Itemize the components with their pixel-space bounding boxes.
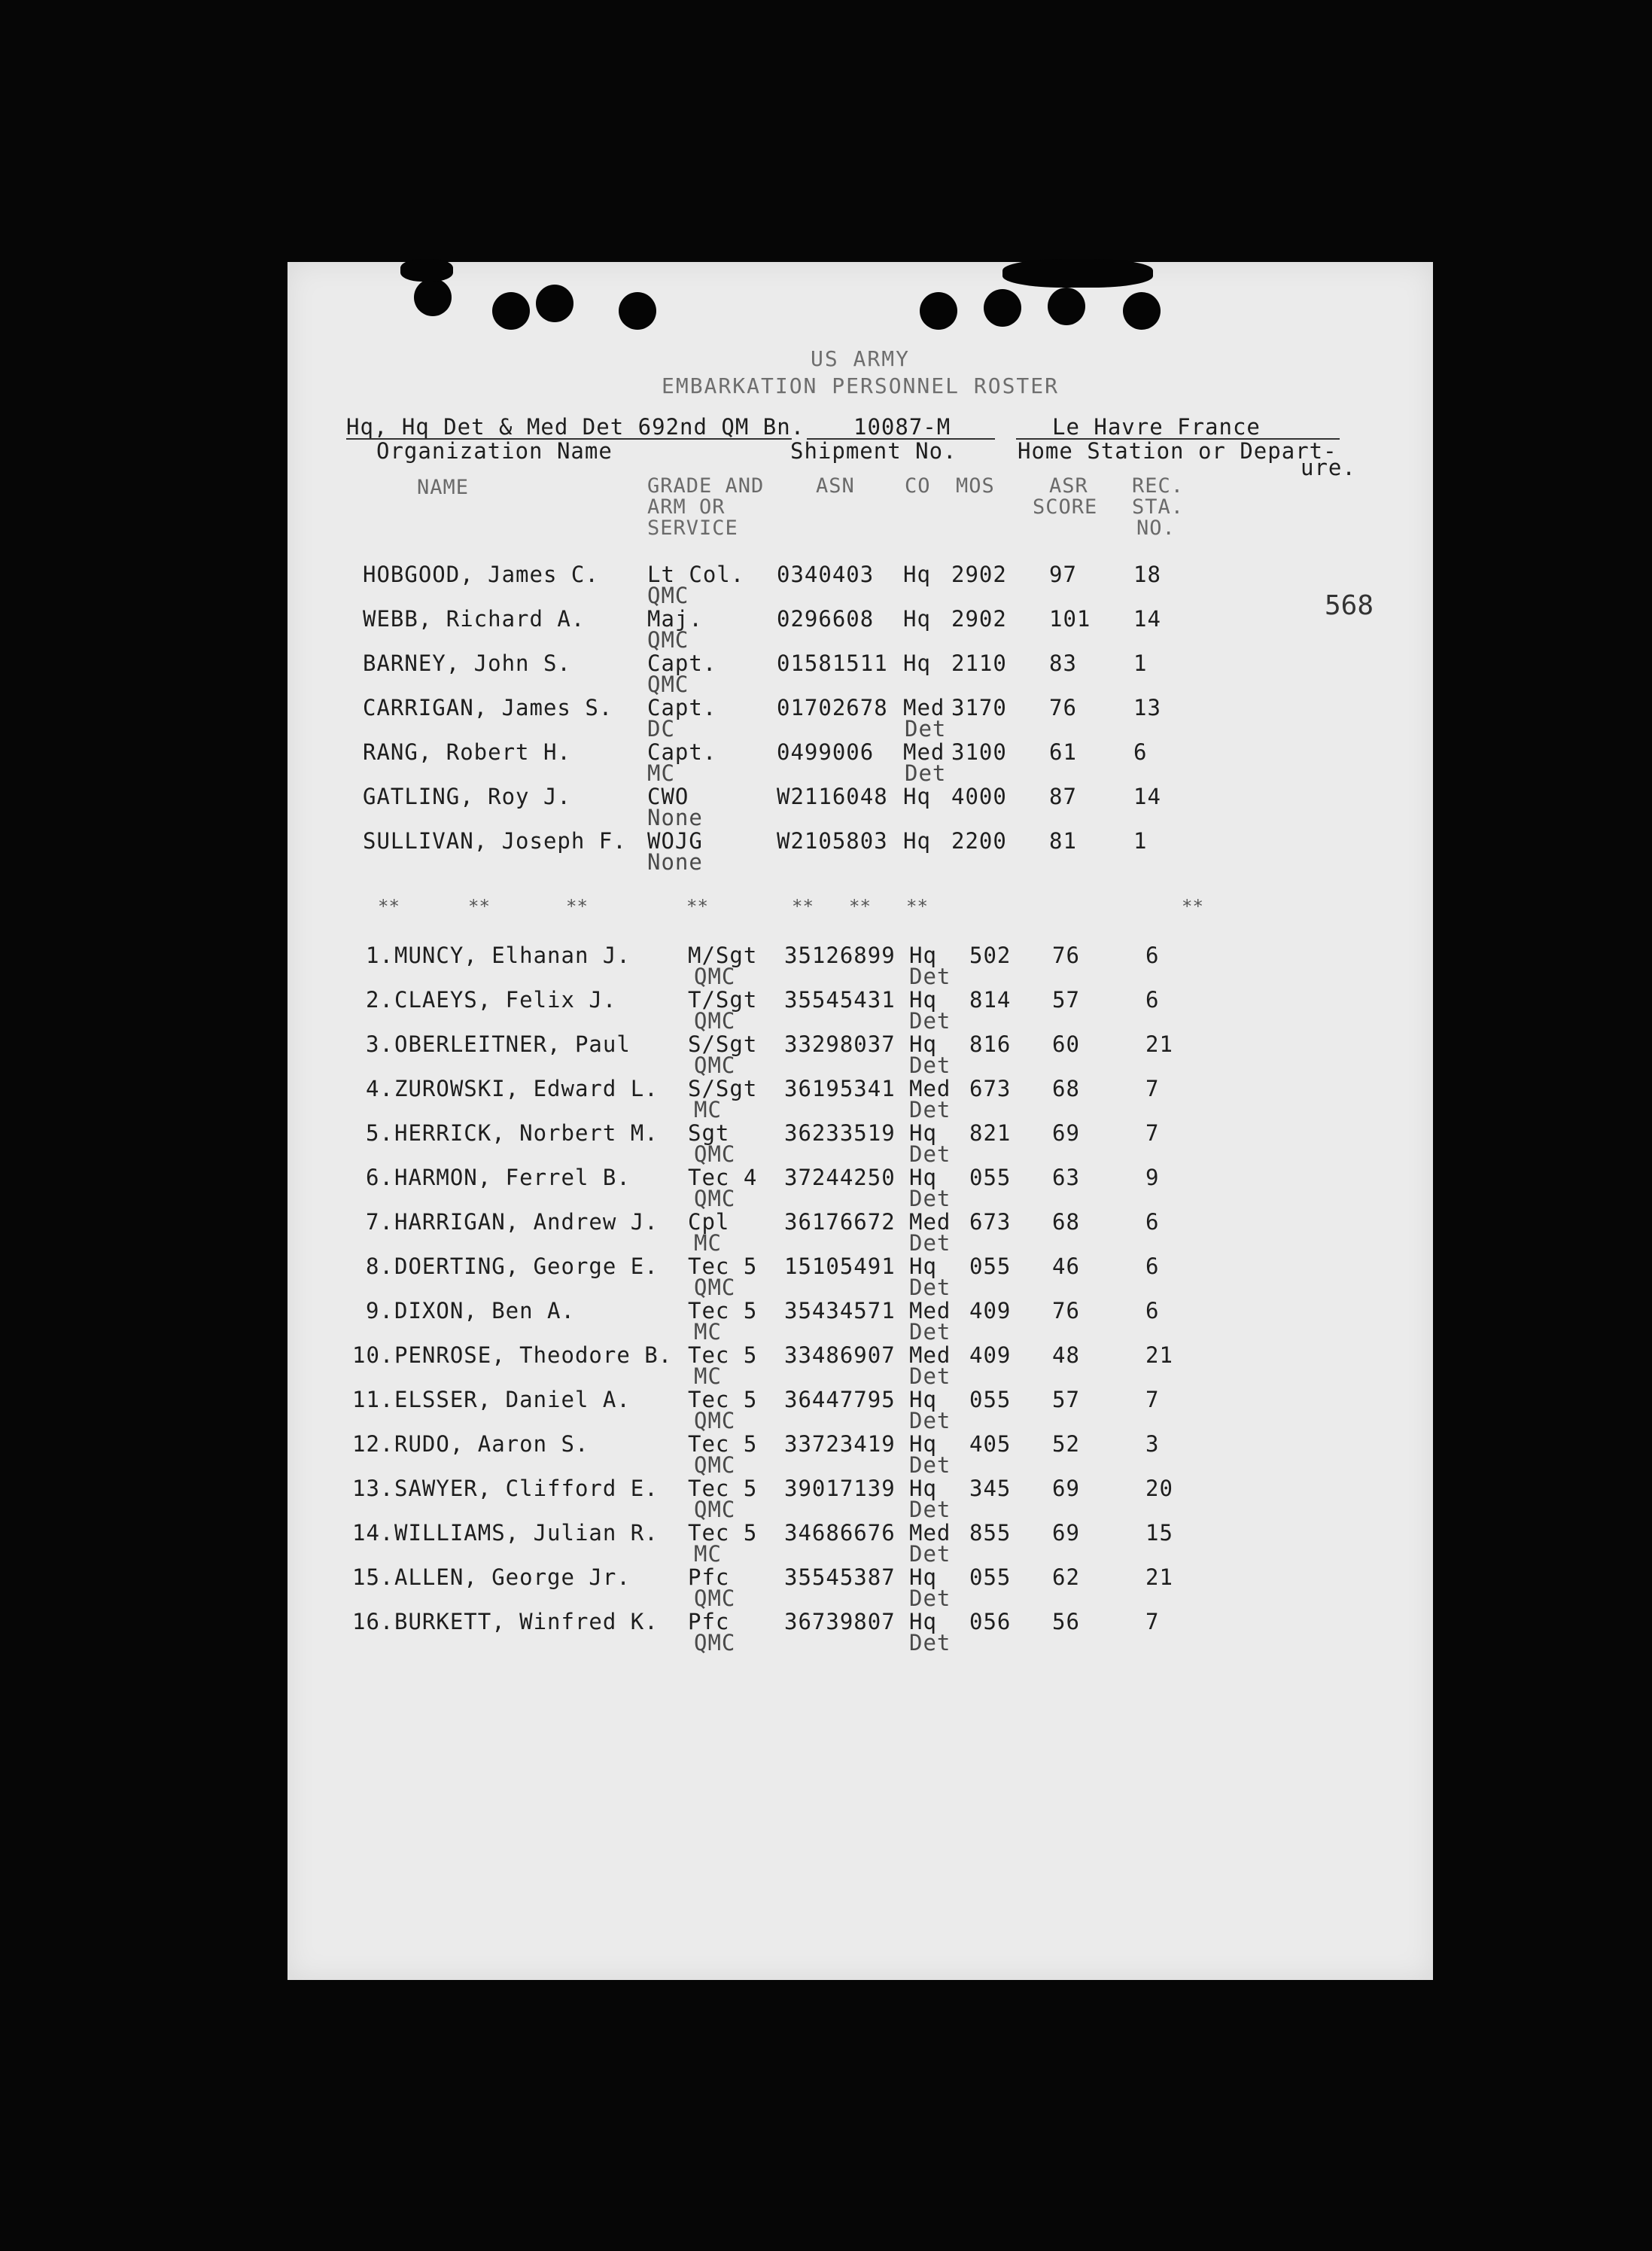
enlisted-arm: QMC bbox=[694, 1408, 736, 1433]
enlisted-co: Hq bbox=[909, 1476, 937, 1501]
shipment-value: 10087-M bbox=[853, 414, 951, 440]
row-number: 8. bbox=[366, 1253, 394, 1279]
row-number: 2. bbox=[366, 987, 394, 1013]
col-asr-1: ASR bbox=[1049, 474, 1088, 498]
officer-grade: Capt. bbox=[647, 739, 717, 765]
col-rec-3: NO. bbox=[1136, 516, 1176, 540]
enlisted-row bbox=[288, 1298, 1433, 1345]
row-number: 16. bbox=[352, 1609, 394, 1634]
enlisted-asn: 35126899 bbox=[784, 943, 896, 968]
officer-rec: 6 bbox=[1133, 739, 1148, 765]
officer-asn: 0340403 bbox=[777, 562, 875, 587]
punch-hole bbox=[920, 292, 957, 330]
officer-grade: WOJG bbox=[647, 828, 703, 854]
enlisted-arm: MC bbox=[694, 1363, 722, 1389]
enlisted-co: Hq bbox=[909, 1031, 937, 1057]
row-number: 4. bbox=[366, 1076, 394, 1101]
enlisted-rec: 7 bbox=[1145, 1076, 1160, 1101]
col-grade-3: SERVICE bbox=[647, 516, 738, 540]
enlisted-name: ALLEN, George Jr. bbox=[394, 1564, 631, 1590]
punch-hole bbox=[536, 285, 573, 322]
col-asr-2: SCORE bbox=[1033, 495, 1098, 519]
enlisted-row bbox=[288, 1609, 1433, 1656]
enlisted-name: BURKETT, Winfred K. bbox=[394, 1609, 659, 1634]
officer-asn: 01581511 bbox=[777, 650, 888, 676]
officer-co: Med bbox=[903, 695, 945, 720]
enlisted-asr: 68 bbox=[1052, 1076, 1080, 1101]
enlisted-mos: 814 bbox=[969, 987, 1012, 1013]
enlisted-grade: Tec 5 bbox=[688, 1298, 758, 1323]
enlisted-grade: Cpl bbox=[688, 1209, 730, 1235]
separator-mark: ** bbox=[378, 896, 400, 917]
enlisted-name: DOERTING, George E. bbox=[394, 1253, 659, 1279]
enlisted-asn: 36447795 bbox=[784, 1387, 896, 1412]
enlisted-rec: 6 bbox=[1145, 987, 1160, 1013]
enlisted-name: OBERLEITNER, Paul bbox=[394, 1031, 631, 1057]
row-number: 9. bbox=[366, 1298, 394, 1323]
enlisted-mos: 056 bbox=[969, 1609, 1012, 1634]
enlisted-grade: Tec 4 bbox=[688, 1165, 758, 1190]
enlisted-asn: 35545387 bbox=[784, 1564, 896, 1590]
enlisted-row bbox=[288, 1209, 1433, 1256]
enlisted-co-line2: Det bbox=[909, 1097, 951, 1122]
enlisted-asr: 69 bbox=[1052, 1476, 1080, 1501]
enlisted-asr: 48 bbox=[1052, 1342, 1080, 1368]
officer-co: Hq bbox=[903, 562, 931, 587]
enlisted-rec: 21 bbox=[1145, 1031, 1173, 1057]
enlisted-rec: 21 bbox=[1145, 1564, 1173, 1590]
officer-rec: 13 bbox=[1133, 695, 1161, 720]
enlisted-mos: 055 bbox=[969, 1387, 1012, 1412]
row-number: 11. bbox=[352, 1387, 394, 1412]
enlisted-co: Hq bbox=[909, 943, 937, 968]
enlisted-co-line2: Det bbox=[909, 1585, 951, 1611]
enlisted-row bbox=[288, 1431, 1433, 1478]
enlisted-asr: 62 bbox=[1052, 1564, 1080, 1590]
officer-asn: W2116048 bbox=[777, 784, 888, 809]
enlisted-name: PENROSE, Theodore B. bbox=[394, 1342, 673, 1368]
enlisted-row bbox=[288, 1165, 1433, 1211]
enlisted-rec: 7 bbox=[1145, 1609, 1160, 1634]
enlisted-name: HERRICK, Norbert M. bbox=[394, 1120, 659, 1146]
officer-mos: 3170 bbox=[951, 695, 1007, 720]
enlisted-co: Hq bbox=[909, 1564, 937, 1590]
officer-asr: 83 bbox=[1049, 650, 1077, 676]
enlisted-arm: QMC bbox=[694, 1275, 736, 1300]
officer-arm: DC bbox=[647, 716, 675, 742]
enlisted-name: HARRIGAN, Andrew J. bbox=[394, 1209, 659, 1235]
enlisted-rec: 15 bbox=[1145, 1520, 1173, 1546]
enlisted-rec: 21 bbox=[1145, 1342, 1173, 1368]
enlisted-arm: QMC bbox=[694, 1585, 736, 1611]
enlisted-co: Hq bbox=[909, 987, 937, 1013]
col-grade-1: GRADE AND bbox=[647, 474, 765, 498]
separator-mark: ** bbox=[906, 896, 928, 917]
enlisted-co: Med bbox=[909, 1342, 951, 1368]
officer-co: Hq bbox=[903, 606, 931, 632]
enlisted-grade: Tec 5 bbox=[688, 1387, 758, 1412]
enlisted-co: Hq bbox=[909, 1120, 937, 1146]
officer-row bbox=[288, 828, 1433, 875]
officer-name: CARRIGAN, James S. bbox=[363, 695, 613, 720]
enlisted-rec: 3 bbox=[1145, 1431, 1160, 1457]
enlisted-name: WILLIAMS, Julian R. bbox=[394, 1520, 659, 1546]
officer-asr: 87 bbox=[1049, 784, 1077, 809]
enlisted-asn: 36195341 bbox=[784, 1076, 896, 1101]
officer-arm: None bbox=[647, 849, 703, 875]
enlisted-arm: QMC bbox=[694, 964, 736, 989]
enlisted-arm: MC bbox=[694, 1319, 722, 1345]
enlisted-row bbox=[288, 1342, 1433, 1389]
enlisted-rec: 9 bbox=[1145, 1165, 1160, 1190]
enlisted-arm: MC bbox=[694, 1097, 722, 1122]
organization-value: Hq, Hq Det & Med Det 692nd QM Bn. bbox=[346, 414, 805, 440]
officer-name: SULLIVAN, Joseph F. bbox=[363, 828, 627, 854]
officer-rec: 1 bbox=[1133, 828, 1148, 854]
enlisted-grade: S/Sgt bbox=[688, 1031, 758, 1057]
enlisted-mos: 673 bbox=[969, 1209, 1012, 1235]
officer-asr: 76 bbox=[1049, 695, 1077, 720]
officer-co: Med bbox=[903, 739, 945, 765]
enlisted-grade: Sgt bbox=[688, 1120, 730, 1146]
row-number: 1. bbox=[366, 943, 394, 968]
enlisted-mos: 673 bbox=[969, 1076, 1012, 1101]
enlisted-co-line2: Det bbox=[909, 1186, 951, 1211]
enlisted-row bbox=[288, 1476, 1433, 1522]
enlisted-asr: 76 bbox=[1052, 943, 1080, 968]
shipment-label: Shipment No. bbox=[790, 438, 957, 464]
separator-mark: ** bbox=[792, 896, 814, 917]
officer-rec: 18 bbox=[1133, 562, 1161, 587]
enlisted-co-line2: Det bbox=[909, 1497, 951, 1522]
enlisted-rec: 7 bbox=[1145, 1120, 1160, 1146]
officer-grade: Capt. bbox=[647, 650, 717, 676]
enlisted-mos: 855 bbox=[969, 1520, 1012, 1546]
enlisted-rec: 7 bbox=[1145, 1387, 1160, 1412]
enlisted-co: Hq bbox=[909, 1609, 937, 1634]
separator-mark: ** bbox=[1182, 896, 1203, 917]
enlisted-grade: M/Sgt bbox=[688, 943, 758, 968]
officer-arm: None bbox=[647, 805, 703, 830]
enlisted-co: Med bbox=[909, 1520, 951, 1546]
punch-hole bbox=[619, 292, 656, 330]
enlisted-asr: 52 bbox=[1052, 1431, 1080, 1457]
enlisted-name: HARMON, Ferrel B. bbox=[394, 1165, 631, 1190]
officer-co-line2: Det bbox=[905, 716, 947, 742]
officer-row bbox=[288, 695, 1433, 742]
enlisted-name: SAWYER, Clifford E. bbox=[394, 1476, 659, 1501]
enlisted-name: ZUROWSKI, Edward L. bbox=[394, 1076, 659, 1101]
enlisted-arm: QMC bbox=[694, 1052, 736, 1078]
col-grade-2: ARM OR bbox=[647, 495, 726, 519]
officer-name: RANG, Robert H. bbox=[363, 739, 571, 765]
enlisted-row bbox=[288, 1564, 1433, 1611]
enlisted-rec: 6 bbox=[1145, 1209, 1160, 1235]
enlisted-asn: 36739807 bbox=[784, 1609, 896, 1634]
enlisted-arm: QMC bbox=[694, 1630, 736, 1656]
enlisted-co-line2: Det bbox=[909, 1452, 951, 1478]
col-rec-2: STA. bbox=[1132, 495, 1185, 519]
torn-edge bbox=[400, 259, 453, 282]
officer-row bbox=[288, 784, 1433, 830]
enlisted-arm: QMC bbox=[694, 1497, 736, 1522]
enlisted-co-line2: Det bbox=[909, 1230, 951, 1256]
enlisted-co-line2: Det bbox=[909, 1408, 951, 1433]
enlisted-asr: 69 bbox=[1052, 1120, 1080, 1146]
enlisted-asr: 63 bbox=[1052, 1165, 1080, 1190]
enlisted-grade: Pfc bbox=[688, 1609, 730, 1634]
enlisted-asr: 69 bbox=[1052, 1520, 1080, 1546]
officer-rec: 1 bbox=[1133, 650, 1148, 676]
enlisted-asr: 57 bbox=[1052, 1387, 1080, 1412]
officer-name: WEBB, Richard A. bbox=[363, 606, 586, 632]
separator-mark: ** bbox=[566, 896, 588, 917]
enlisted-co: Hq bbox=[909, 1431, 937, 1457]
organization-label: Organization Name bbox=[376, 438, 613, 464]
officer-co: Hq bbox=[903, 784, 931, 809]
enlisted-asn: 33723419 bbox=[784, 1431, 896, 1457]
enlisted-asn: 15105491 bbox=[784, 1253, 896, 1279]
row-number: 13. bbox=[352, 1476, 394, 1501]
col-name: NAME bbox=[417, 476, 470, 499]
officer-asn: 01702678 bbox=[777, 695, 888, 720]
enlisted-asn: 34686676 bbox=[784, 1520, 896, 1546]
officer-row bbox=[288, 650, 1433, 697]
enlisted-co-line2: Det bbox=[909, 964, 951, 989]
home-station-label-cont: ure. bbox=[1301, 455, 1356, 480]
enlisted-name: RUDO, Aaron S. bbox=[394, 1431, 589, 1457]
punch-hole bbox=[414, 279, 452, 316]
enlisted-co-line2: Det bbox=[909, 1052, 951, 1078]
row-number: 5. bbox=[366, 1120, 394, 1146]
officer-asr: 81 bbox=[1049, 828, 1077, 854]
enlisted-rec: 6 bbox=[1145, 1253, 1160, 1279]
enlisted-co-line2: Det bbox=[909, 1363, 951, 1389]
enlisted-co: Hq bbox=[909, 1253, 937, 1279]
row-number: 12. bbox=[352, 1431, 394, 1457]
enlisted-row bbox=[288, 1520, 1433, 1567]
officer-arm: QMC bbox=[647, 672, 689, 697]
enlisted-row bbox=[288, 943, 1433, 989]
officer-mos: 2902 bbox=[951, 562, 1007, 587]
officer-co: Hq bbox=[903, 650, 931, 676]
title-line-1: US ARMY bbox=[810, 346, 910, 371]
roster-page bbox=[288, 262, 1433, 1980]
enlisted-row bbox=[288, 987, 1433, 1034]
col-asn: ASN bbox=[816, 474, 855, 498]
enlisted-mos: 409 bbox=[969, 1342, 1012, 1368]
enlisted-co: Hq bbox=[909, 1387, 937, 1412]
officer-mos: 2110 bbox=[951, 650, 1007, 676]
officer-arm: QMC bbox=[647, 627, 689, 653]
enlisted-co: Med bbox=[909, 1298, 951, 1323]
officer-name: GATLING, Roy J. bbox=[363, 784, 571, 809]
enlisted-name: DIXON, Ben A. bbox=[394, 1298, 575, 1323]
enlisted-rec: 6 bbox=[1145, 943, 1160, 968]
enlisted-asr: 56 bbox=[1052, 1609, 1080, 1634]
enlisted-arm: MC bbox=[694, 1541, 722, 1567]
officer-grade: CWO bbox=[647, 784, 689, 809]
officer-row bbox=[288, 739, 1433, 786]
officer-grade: Lt Col. bbox=[647, 562, 745, 587]
punch-hole bbox=[492, 292, 530, 330]
title-line-2: EMBARKATION PERSONNEL ROSTER bbox=[661, 373, 1059, 398]
enlisted-asn: 36233519 bbox=[784, 1120, 896, 1146]
home-station-value: Le Havre France bbox=[1052, 414, 1261, 440]
enlisted-row bbox=[288, 1387, 1433, 1433]
col-mos: MOS bbox=[956, 474, 995, 498]
row-number: 7. bbox=[366, 1209, 394, 1235]
officer-asn: 0296608 bbox=[777, 606, 875, 632]
torn-edge bbox=[1002, 259, 1153, 288]
enlisted-row bbox=[288, 1031, 1433, 1078]
officer-arm: QMC bbox=[647, 583, 689, 608]
separator-mark: ** bbox=[468, 896, 490, 917]
enlisted-rec: 20 bbox=[1145, 1476, 1173, 1501]
punch-hole bbox=[1123, 292, 1161, 330]
enlisted-mos: 821 bbox=[969, 1120, 1012, 1146]
enlisted-co-line2: Det bbox=[909, 1541, 951, 1567]
row-number: 6. bbox=[366, 1165, 394, 1190]
enlisted-rec: 6 bbox=[1145, 1298, 1160, 1323]
enlisted-asn: 33486907 bbox=[784, 1342, 896, 1368]
enlisted-mos: 502 bbox=[969, 943, 1012, 968]
enlisted-co-line2: Det bbox=[909, 1008, 951, 1034]
enlisted-co-line2: Det bbox=[909, 1275, 951, 1300]
enlisted-arm: QMC bbox=[694, 1452, 736, 1478]
enlisted-grade: T/Sgt bbox=[688, 987, 758, 1013]
enlisted-co-line2: Det bbox=[909, 1630, 951, 1656]
enlisted-grade: Tec 5 bbox=[688, 1520, 758, 1546]
enlisted-mos: 405 bbox=[969, 1431, 1012, 1457]
enlisted-arm: QMC bbox=[694, 1008, 736, 1034]
enlisted-asr: 46 bbox=[1052, 1253, 1080, 1279]
officer-asr: 97 bbox=[1049, 562, 1077, 587]
officer-row bbox=[288, 606, 1433, 653]
enlisted-mos: 055 bbox=[969, 1253, 1012, 1279]
officer-asr: 61 bbox=[1049, 739, 1077, 765]
enlisted-mos: 055 bbox=[969, 1564, 1012, 1590]
enlisted-grade: Tec 5 bbox=[688, 1253, 758, 1279]
enlisted-asr: 60 bbox=[1052, 1031, 1080, 1057]
enlisted-asr: 76 bbox=[1052, 1298, 1080, 1323]
enlisted-grade: Tec 5 bbox=[688, 1342, 758, 1368]
col-rec-1: REC. bbox=[1132, 474, 1185, 498]
officer-grade: Capt. bbox=[647, 695, 717, 720]
officer-rec: 14 bbox=[1133, 784, 1161, 809]
enlisted-asn: 33298037 bbox=[784, 1031, 896, 1057]
enlisted-asr: 57 bbox=[1052, 987, 1080, 1013]
row-number: 3. bbox=[366, 1031, 394, 1057]
enlisted-asn: 39017139 bbox=[784, 1476, 896, 1501]
enlisted-name: MUNCY, Elhanan J. bbox=[394, 943, 631, 968]
officer-mos: 2200 bbox=[951, 828, 1007, 854]
officer-rec: 14 bbox=[1133, 606, 1161, 632]
enlisted-row bbox=[288, 1120, 1433, 1167]
officer-mos: 2902 bbox=[951, 606, 1007, 632]
enlisted-co: Med bbox=[909, 1209, 951, 1235]
enlisted-mos: 816 bbox=[969, 1031, 1012, 1057]
enlisted-co-line2: Det bbox=[909, 1141, 951, 1167]
row-number: 15. bbox=[352, 1564, 394, 1590]
enlisted-name: ELSSER, Daniel A. bbox=[394, 1387, 631, 1412]
enlisted-asn: 35434571 bbox=[784, 1298, 896, 1323]
enlisted-mos: 345 bbox=[969, 1476, 1012, 1501]
enlisted-name: CLAEYS, Felix J. bbox=[394, 987, 617, 1013]
col-co: CO bbox=[905, 474, 931, 498]
enlisted-asr: 68 bbox=[1052, 1209, 1080, 1235]
enlisted-row bbox=[288, 1076, 1433, 1122]
officer-asr: 101 bbox=[1049, 606, 1091, 632]
officer-name: HOBGOOD, James C. bbox=[363, 562, 599, 587]
enlisted-arm: QMC bbox=[694, 1141, 736, 1167]
enlisted-asn: 36176672 bbox=[784, 1209, 896, 1235]
officer-co-line2: Det bbox=[905, 760, 947, 786]
enlisted-asn: 37244250 bbox=[784, 1165, 896, 1190]
enlisted-co-line2: Det bbox=[909, 1319, 951, 1345]
enlisted-co: Hq bbox=[909, 1165, 937, 1190]
officer-mos: 4000 bbox=[951, 784, 1007, 809]
enlisted-row bbox=[288, 1253, 1433, 1300]
separator-mark: ** bbox=[686, 896, 708, 917]
officer-mos: 3100 bbox=[951, 739, 1007, 765]
row-number: 14. bbox=[352, 1520, 394, 1546]
home-station-label: Home Station or Depart- bbox=[1018, 438, 1337, 464]
enlisted-mos: 055 bbox=[969, 1165, 1012, 1190]
punch-hole bbox=[984, 289, 1021, 327]
enlisted-grade: Pfc bbox=[688, 1564, 730, 1590]
officer-asn: W2105803 bbox=[777, 828, 888, 854]
officer-asn: 0499006 bbox=[777, 739, 875, 765]
officer-co: Hq bbox=[903, 828, 931, 854]
officer-name: BARNEY, John S. bbox=[363, 650, 571, 676]
enlisted-grade: Tec 5 bbox=[688, 1431, 758, 1457]
officer-arm: MC bbox=[647, 760, 675, 786]
enlisted-grade: Tec 5 bbox=[688, 1476, 758, 1501]
officer-grade: Maj. bbox=[647, 606, 703, 632]
enlisted-arm: QMC bbox=[694, 1186, 736, 1211]
punch-hole bbox=[1048, 288, 1085, 325]
enlisted-grade: S/Sgt bbox=[688, 1076, 758, 1101]
page-number: 568 bbox=[1325, 590, 1374, 621]
enlisted-co: Med bbox=[909, 1076, 951, 1101]
separator-mark: ** bbox=[849, 896, 871, 917]
enlisted-arm: MC bbox=[694, 1230, 722, 1256]
row-number: 10. bbox=[352, 1342, 394, 1368]
enlisted-asn: 35545431 bbox=[784, 987, 896, 1013]
enlisted-mos: 409 bbox=[969, 1298, 1012, 1323]
